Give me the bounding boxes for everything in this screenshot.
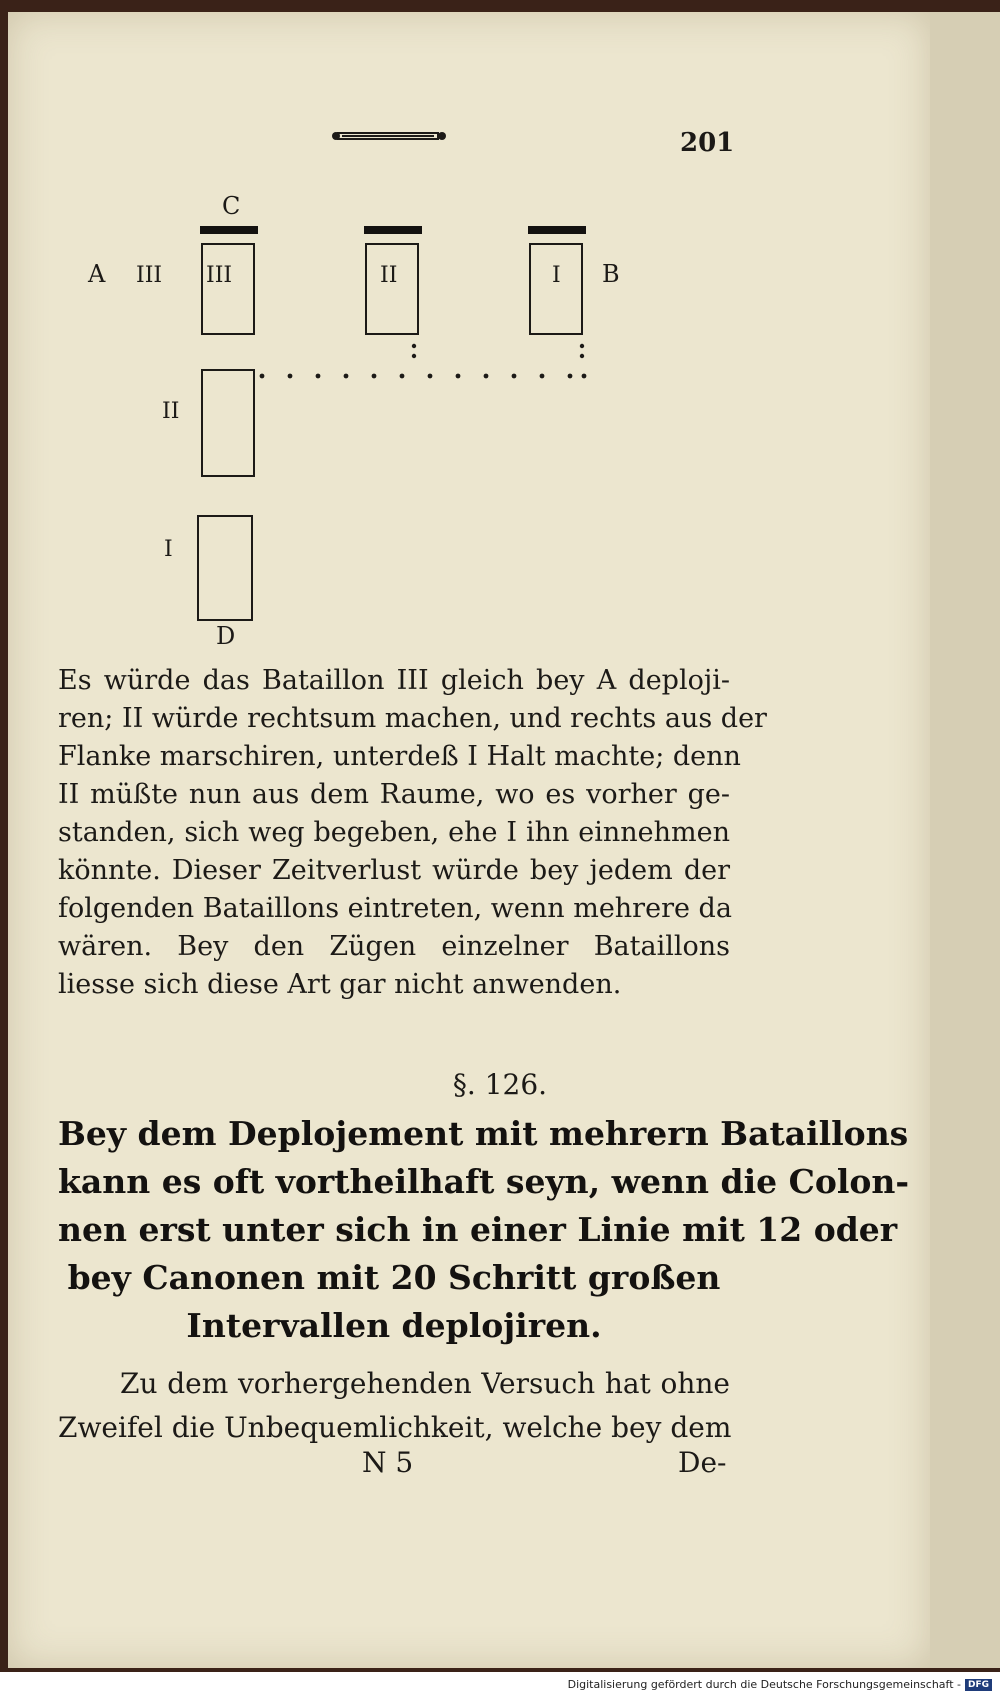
battalion-iii-box-label: III bbox=[206, 263, 233, 288]
text-line: könnte. Dieser Zeitverlust würde bey jedem der bbox=[58, 855, 730, 886]
battalion-i-box bbox=[530, 244, 582, 334]
heading-line: Bey dem Deplojement mit mehrern Bataillons bbox=[58, 1114, 909, 1153]
text-line: standen, sich weg begeben, ehe I ihn einnehmen bbox=[58, 817, 730, 848]
battalion-ii-box bbox=[366, 244, 418, 334]
battalion-i-front bbox=[528, 226, 586, 234]
diagram-label-c: C bbox=[222, 192, 241, 220]
marker-dots bbox=[412, 344, 584, 358]
column-ii-label: II bbox=[162, 399, 180, 424]
battalion-iii-front bbox=[200, 226, 258, 234]
battalion-iii-box bbox=[202, 244, 254, 334]
diagram-label-b: B bbox=[602, 260, 620, 288]
battalion-ii-front bbox=[364, 226, 422, 234]
heading-line: nen erst unter sich in einer Linie mit 12 oder bbox=[58, 1210, 898, 1249]
catchword: De- bbox=[678, 1446, 727, 1479]
signature-mark: N 5 bbox=[362, 1446, 414, 1479]
heading-line: bey Canonen mit 20 Schritt großen bbox=[67, 1258, 721, 1297]
text-line: ren; II würde rechtsum machen, und rechts aus der bbox=[58, 703, 767, 734]
column-i-box bbox=[198, 516, 252, 620]
text-line: II müßte nun aus dem Raume, wo es vorher ge- bbox=[58, 779, 730, 810]
heading-line: kann es oft vortheilhaft seyn, wenn die Colon- bbox=[58, 1162, 910, 1201]
heading-line: Intervallen deplojiren. bbox=[186, 1306, 602, 1345]
diagram-label-d: D bbox=[216, 622, 236, 650]
text-line: Flanke marschiren, unterdeß I Halt machte; denn bbox=[58, 741, 741, 772]
dfg-logo-icon[interactable]: DFG bbox=[965, 1679, 992, 1691]
column-i-label: I bbox=[164, 537, 173, 562]
diagram-label-a: A bbox=[88, 260, 106, 288]
digitization-credit bbox=[568, 1678, 992, 1691]
section-heading bbox=[58, 1110, 910, 1350]
section-number: §. 126. bbox=[452, 1068, 548, 1101]
body-paragraph bbox=[58, 662, 767, 1004]
column-ii-box bbox=[202, 370, 254, 476]
text-line: folgenden Bataillons eintreten, wenn mehrere da bbox=[58, 893, 732, 924]
text-line: Zweifel die Unbequemlichkeit, welche bey dem bbox=[58, 1411, 732, 1444]
battalion-iii-left-label: III bbox=[136, 263, 163, 288]
battalion-diagram bbox=[0, 0, 1000, 660]
continuation-paragraph bbox=[58, 1362, 730, 1450]
text-line: liesse sich diese Art gar nicht anwenden. bbox=[58, 969, 622, 1000]
battalion-ii-box-label: II bbox=[380, 263, 398, 288]
march-line bbox=[260, 374, 587, 379]
text-line: Es würde das Bataillon III gleich bey A deploji- bbox=[58, 665, 730, 696]
page-number: 201 bbox=[680, 128, 735, 158]
text-line: Zu dem vorhergehenden Versuch hat ohne bbox=[120, 1367, 730, 1400]
credit-text: Digitalisierung gefördert durch die Deutsche Forschungsgemeinschaft - bbox=[567, 1678, 961, 1691]
text-line: wären. Bey den Zügen einzelner Bataillons bbox=[58, 931, 730, 962]
battalion-i-box-label: I bbox=[552, 263, 561, 288]
